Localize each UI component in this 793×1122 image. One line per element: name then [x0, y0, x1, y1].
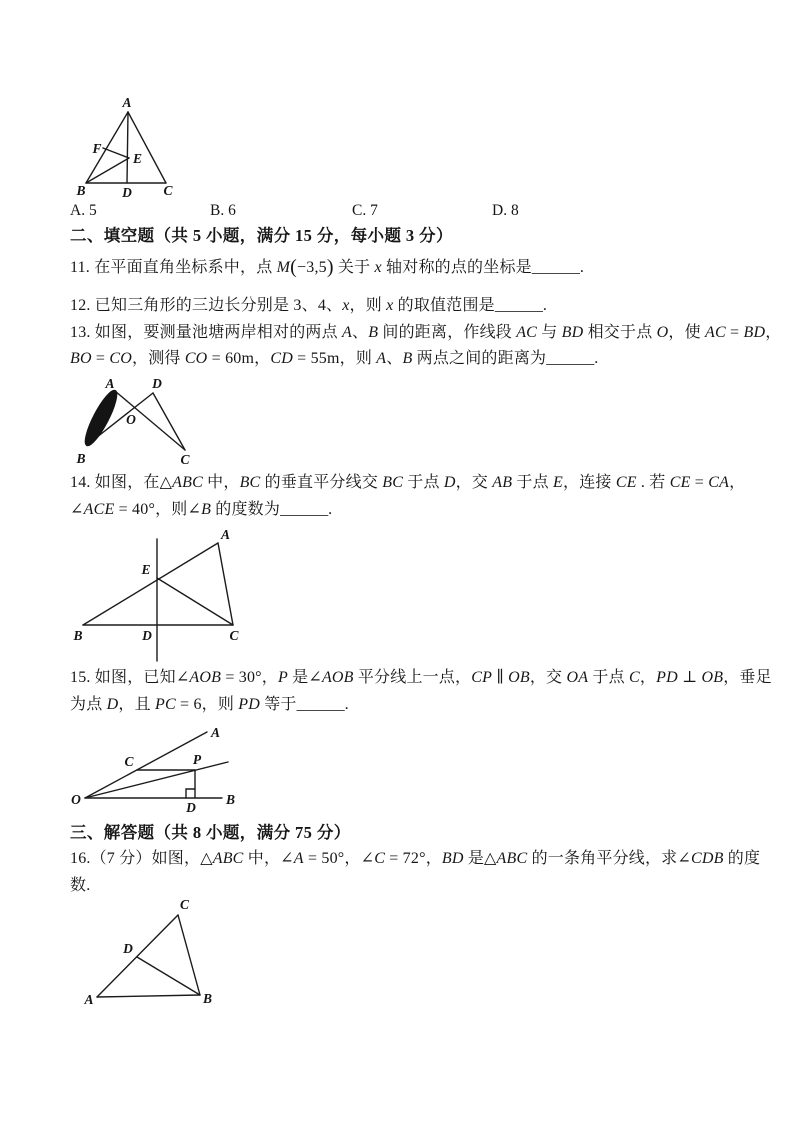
text-run: x: [342, 297, 350, 314]
text-run: 平分线上一点，: [353, 669, 472, 686]
text-run: CDB: [691, 850, 724, 867]
text-run: A: [293, 850, 304, 867]
question-16-line1: [70, 849, 760, 869]
text-run: B: [201, 501, 212, 518]
vertex-label-b: B: [76, 183, 86, 198]
text-run: ，交: [529, 669, 567, 686]
pond-blob: [80, 387, 122, 449]
text-run: = 40°: [114, 501, 156, 518]
text-run: .: [579, 259, 585, 276]
text-run: . 若: [636, 474, 670, 491]
figure-question10-triangle: [70, 92, 190, 204]
figure-lines: [85, 732, 228, 798]
text-run: 15. 如图，已知: [70, 669, 176, 686]
option-d: D. 8: [492, 202, 519, 219]
text-run: PD: [656, 669, 678, 686]
figure-question13-pond: [68, 376, 203, 471]
text-run: AB: [492, 474, 513, 491]
text-run: 中，: [243, 850, 281, 867]
text-run: 16.（7 分）如图，: [70, 850, 201, 867]
text-run: AC: [516, 324, 538, 341]
vertex-label-d: D: [122, 185, 132, 200]
text-run: .: [328, 501, 333, 518]
text-run: AOB: [321, 669, 354, 686]
text-run: 相交于点: [583, 324, 657, 341]
text-run: 关于: [333, 259, 375, 276]
text-run: BC: [382, 474, 404, 491]
text-run: =: [690, 474, 709, 491]
text-run: ∠: [360, 850, 375, 867]
text-run: M: [276, 259, 291, 276]
text-run: A: [342, 324, 352, 341]
text-run: ______: [546, 350, 595, 367]
text-run: B: [368, 324, 379, 341]
figure-question16-triangle: [58, 888, 308, 1016]
vertex-label-a: A: [221, 527, 231, 542]
vertex-label-p: P: [192, 752, 202, 767]
vertex-label-f: F: [92, 141, 102, 156]
text-run: ABC: [172, 474, 203, 491]
text-run: △: [200, 850, 213, 867]
text-run: ，连接: [563, 474, 616, 491]
text-run: 的一条角平分线，求: [527, 850, 678, 867]
text-run: ，使: [668, 324, 705, 341]
vertex-label-b: B: [203, 991, 213, 1006]
figure-lines: [97, 915, 200, 997]
question-14-line2: [70, 500, 332, 520]
text-run: B: [402, 350, 413, 367]
question-13-line1: [70, 323, 781, 343]
text-run: ABC: [212, 850, 244, 867]
text-run: AOB: [189, 669, 222, 686]
text-run: ∥: [492, 669, 509, 686]
text-run: 4: [317, 297, 327, 314]
question-13-line2: [70, 349, 598, 369]
vertex-label-a: A: [105, 376, 115, 391]
text-run: = 60m: [207, 350, 255, 367]
vertex-label-c: C: [180, 452, 190, 467]
text-run: C: [629, 669, 640, 686]
text-run: 、: [352, 324, 369, 341]
text-run: E: [553, 474, 564, 491]
vertex-label-d: D: [123, 941, 133, 956]
vertex-label-b: B: [73, 628, 83, 643]
text-run: 13. 如图，要测量池塘两岸相对的两点: [70, 324, 343, 341]
text-run: 于点: [403, 474, 444, 491]
text-run: ，则: [349, 297, 387, 314]
vertex-label-a: A: [84, 992, 94, 1007]
vertex-label-d: D: [142, 628, 152, 643]
text-run: .: [594, 350, 599, 367]
text-run: 的取值范围是: [393, 297, 495, 314]
text-run: 12. 已知三角形的三边长分别是: [70, 297, 294, 314]
text-run: ): [326, 256, 334, 278]
text-run: ，: [254, 350, 271, 367]
text-run: ，且: [118, 696, 155, 713]
text-run: 为点: [70, 696, 107, 713]
text-run: .: [344, 696, 349, 713]
text-run: ，: [425, 850, 442, 867]
text-run: ∠: [280, 850, 294, 867]
vertex-label-a: A: [211, 725, 221, 740]
right-angle-mark: [186, 789, 195, 798]
text-run: 是: [287, 669, 309, 686]
text-run: ，: [765, 324, 782, 341]
question-14-line1: [70, 473, 745, 493]
text-run: x: [374, 259, 382, 276]
text-run: 的度: [723, 850, 761, 867]
text-run: =: [725, 324, 744, 341]
text-run: 等于: [260, 696, 297, 713]
text-run: P: [277, 669, 288, 686]
text-run: 两点之间的距离为: [412, 350, 547, 367]
vertex-label-d: D: [152, 376, 162, 391]
text-run: 与: [537, 324, 562, 341]
option-c: C. 7: [352, 202, 378, 219]
text-run: ，: [261, 669, 278, 686]
text-run: = 72°: [385, 850, 426, 867]
text-run: 是: [463, 850, 485, 867]
text-run: BO: [70, 350, 92, 367]
text-run: BC: [239, 474, 261, 491]
text-run: PD: [238, 696, 261, 713]
text-run: 、: [301, 297, 318, 314]
figure-lines: [83, 539, 233, 661]
text-run: ______: [494, 297, 543, 314]
text-run: ACE: [83, 501, 115, 518]
text-run: BD: [743, 324, 766, 341]
text-run: = 55m: [292, 350, 340, 367]
vertex-label-c: C: [163, 183, 173, 198]
text-run: ，测得: [132, 350, 185, 367]
text-run: = 30°: [221, 669, 262, 686]
text-run: 于点: [512, 474, 554, 491]
text-run: 、: [386, 350, 403, 367]
vertex-label-c: C: [124, 754, 134, 769]
text-run: ______: [280, 501, 329, 518]
text-run: ⊥: [677, 669, 702, 686]
text-run: △: [159, 474, 173, 491]
text-run: ，垂足: [723, 669, 772, 686]
text-run: 于点: [588, 669, 630, 686]
text-run: = 6: [175, 696, 202, 713]
question-12: [70, 296, 547, 316]
text-run: 14. 如图，在: [70, 474, 160, 491]
text-run: BD: [561, 324, 584, 341]
text-run: ______: [531, 259, 580, 276]
text-run: D: [106, 696, 119, 713]
option-a: A. 5: [70, 202, 97, 219]
text-run: x: [386, 297, 394, 314]
text-run: PC: [154, 696, 176, 713]
section-fill-header: 二、填空题（共 5 小题，满分 15 分，每小题 3 分）: [70, 226, 453, 245]
text-run: CD: [270, 350, 293, 367]
text-run: −3,5: [297, 259, 327, 276]
text-run: ，则: [201, 696, 239, 713]
text-run: 中，: [202, 474, 240, 491]
text-run: ∠: [70, 501, 84, 518]
vertex-label-b: B: [76, 451, 86, 466]
vertex-label-a: A: [122, 95, 132, 110]
text-run: 间的距离，作线段: [378, 324, 517, 341]
text-run: O: [656, 324, 669, 341]
text-run: ∠: [677, 850, 691, 867]
text-run: ，: [729, 474, 746, 491]
text-run: OA: [566, 669, 589, 686]
text-run: CP: [471, 669, 493, 686]
text-run: ，则: [155, 501, 188, 518]
text-run: ABC: [496, 850, 528, 867]
text-run: ，: [639, 669, 657, 686]
text-run: ，: [344, 850, 361, 867]
text-run: 轴对称的点的坐标是: [381, 259, 532, 276]
text-run: 3: [293, 297, 302, 314]
figure-question15-angle: [58, 716, 243, 816]
text-run: CO: [109, 350, 132, 367]
vertex-label-d: D: [186, 800, 196, 815]
text-run: OB: [508, 669, 530, 686]
text-run: ∠: [175, 669, 190, 686]
text-run: ，交: [455, 474, 493, 491]
text-run: =: [91, 350, 110, 367]
text-run: AC: [704, 324, 726, 341]
vertex-label-b: B: [226, 792, 236, 807]
text-run: 的垂直平分线交: [260, 474, 383, 491]
question-11: [70, 257, 584, 278]
text-run: 的度数为: [211, 501, 281, 518]
text-run: D: [443, 474, 456, 491]
text-run: .: [542, 297, 548, 314]
option-b: B. 6: [210, 202, 236, 219]
text-run: CA: [708, 474, 730, 491]
text-run: 数.: [70, 877, 91, 894]
text-run: C: [374, 850, 386, 867]
text-run: (: [290, 256, 298, 278]
text-run: = 50°: [303, 850, 345, 867]
text-run: ∠: [187, 501, 202, 518]
text-run: △: [484, 850, 497, 867]
vertex-label-e: E: [133, 151, 143, 166]
vertex-label-e: E: [141, 562, 151, 577]
vertex-label-c: C: [229, 628, 239, 643]
text-run: BD: [441, 850, 464, 867]
section-answer-header: 三、解答题（共 8 小题，满分 75 分）: [70, 823, 351, 842]
text-run: OB: [701, 669, 724, 686]
text-run: CE: [669, 474, 691, 491]
text-run: 11. 在平面直角坐标系中，点: [70, 259, 277, 276]
text-run: ，则: [339, 350, 377, 367]
text-run: ______: [296, 696, 345, 713]
text-run: CE: [615, 474, 637, 491]
question-15-line2: [70, 695, 349, 715]
vertex-label-c: C: [180, 897, 190, 912]
text-run: 、: [326, 297, 343, 314]
vertex-label-o: O: [126, 412, 136, 427]
question-15-line1: [70, 668, 772, 688]
figure-question14-triangle: [58, 526, 310, 666]
text-run: ∠: [308, 669, 322, 686]
text-run: A: [376, 350, 387, 367]
text-run: CO: [184, 350, 208, 367]
vertex-label-o: O: [71, 792, 81, 807]
